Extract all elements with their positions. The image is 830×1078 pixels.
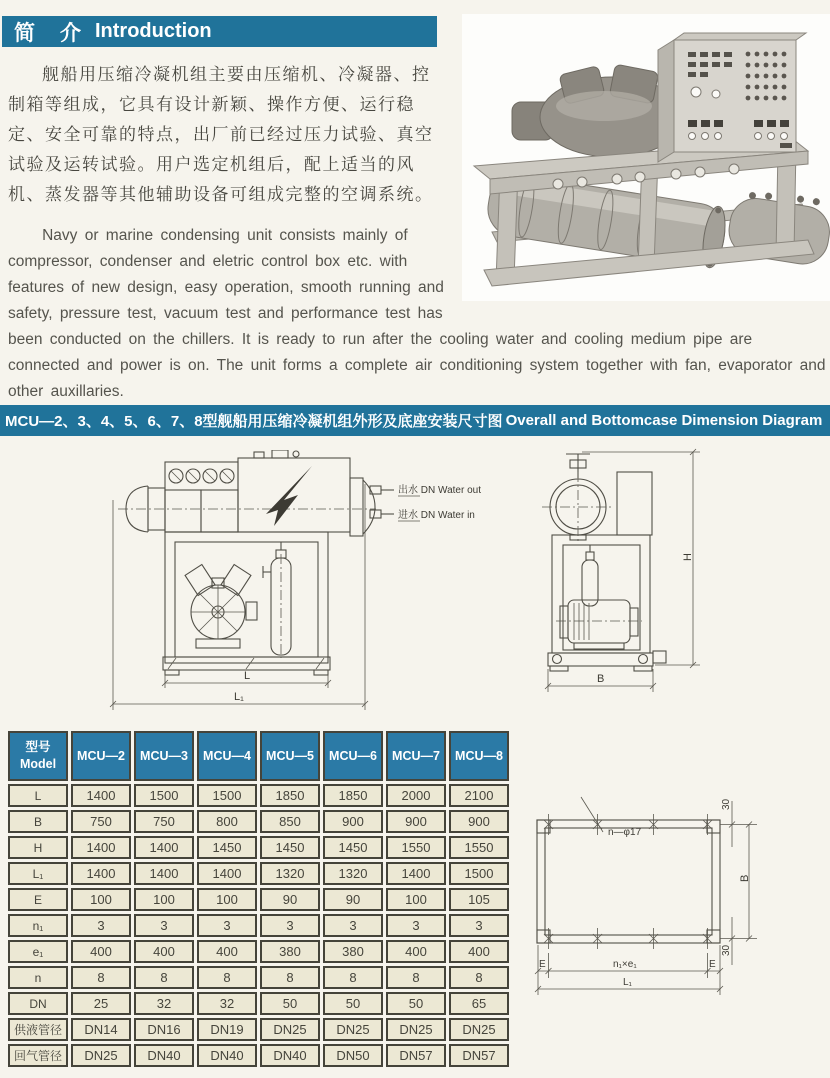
table-cell: 1400 (386, 862, 446, 885)
dim-H-label: H (682, 553, 694, 561)
table-row (8, 1018, 509, 1041)
dim-E-right-label: E (709, 959, 716, 970)
table-cell: DN25 (449, 1018, 509, 1041)
table-row-label: DN (8, 992, 68, 1015)
dim-E-left-label: E (539, 959, 546, 970)
table-header-model: MCU—3 (134, 731, 194, 781)
table-cell: 32 (197, 992, 257, 1015)
table-cell: 400 (197, 940, 257, 963)
table-cell: 8 (449, 966, 509, 989)
table-cell: 8 (260, 966, 320, 989)
table-row-label: B (8, 810, 68, 833)
table-cell: DN16 (134, 1018, 194, 1041)
table-row-label: E (8, 888, 68, 911)
table-cell: 2000 (386, 784, 446, 807)
table-cell: 50 (323, 992, 383, 1015)
dimension-section-header (0, 405, 830, 436)
table-cell: 8 (323, 966, 383, 989)
dimension-title-en: Overall and Bottomcase Dimension Diagram (505, 412, 823, 429)
table-cell: DN25 (71, 1044, 131, 1067)
table-cell: DN57 (386, 1044, 446, 1067)
table-cell: DN25 (260, 1018, 320, 1041)
table-cell: DN50 (323, 1044, 383, 1067)
dimension-title-zh: MCU—2、3、4、5、6、7、8型舰船用压缩冷凝机组外形及底座安装尺寸图 (5, 413, 503, 430)
compressor-front-symbol (185, 564, 257, 648)
table-cell: 400 (71, 940, 131, 963)
table-cell: 90 (323, 888, 383, 911)
table-cell: DN40 (260, 1044, 320, 1067)
dim-span-label: n₁×e₁ (613, 959, 637, 970)
table-cell: 900 (386, 810, 446, 833)
base-plan-drawing (505, 795, 830, 1020)
table-cell: 900 (323, 810, 383, 833)
table-cell: 400 (449, 940, 509, 963)
table-cell: 850 (260, 810, 320, 833)
table-cell: DN57 (449, 1044, 509, 1067)
table-row (8, 836, 509, 859)
table-cell: 90 (260, 888, 320, 911)
table-row (8, 940, 509, 963)
dim-B-base-label: B (739, 874, 751, 882)
table-row (8, 1044, 509, 1067)
table-cell: 900 (449, 810, 509, 833)
table-cell: 2100 (449, 784, 509, 807)
table-cell: 1320 (260, 862, 320, 885)
photo-spacer (446, 56, 826, 306)
table-cell: 1550 (386, 836, 446, 859)
table-header-model: MCU—2 (71, 731, 131, 781)
table-row-label: L₁ (8, 862, 68, 885)
table-cell: 65 (449, 992, 509, 1015)
table-cell: 1450 (197, 836, 257, 859)
table-cell: 750 (134, 810, 194, 833)
table-cell: DN14 (71, 1018, 131, 1041)
table-header-model: MCU—6 (323, 731, 383, 781)
table-cell: 400 (386, 940, 446, 963)
table-cell: 105 (449, 888, 509, 911)
dim-L1-base-label: L₁ (623, 977, 632, 988)
table-row (8, 888, 509, 911)
table-row (8, 784, 509, 807)
table-cell: 750 (71, 810, 131, 833)
intro-text-block (8, 56, 826, 405)
table-row (8, 966, 509, 989)
table-cell: 8 (134, 966, 194, 989)
table-cell: 50 (386, 992, 446, 1015)
table-header-model: MCU—7 (386, 731, 446, 781)
dim-L-label: L (244, 670, 251, 682)
table-header-model: MCU—4 (197, 731, 257, 781)
table-cell: 380 (323, 940, 383, 963)
table-cell: 3 (71, 914, 131, 937)
table-cell: 3 (197, 914, 257, 937)
table-row-label: L (8, 784, 68, 807)
table-cell: DN19 (197, 1018, 257, 1041)
table-header-model: MCU—5 (260, 731, 320, 781)
table-cell: 32 (134, 992, 194, 1015)
table-row-label: n₁ (8, 914, 68, 937)
table-cell: DN25 (323, 1018, 383, 1041)
table-cell: 1400 (71, 862, 131, 885)
table-cell: 1400 (134, 836, 194, 859)
table-cell: 1400 (134, 862, 194, 885)
table-cell: DN40 (134, 1044, 194, 1067)
table-cell: 100 (134, 888, 194, 911)
dim-30-bottom-label: 30 (721, 944, 732, 956)
table-row-label: 供液管径 (8, 1018, 68, 1041)
table-cell: 3 (323, 914, 383, 937)
table-row-label: e₁ (8, 940, 68, 963)
compressor-side-symbol (556, 600, 642, 649)
table-cell: 3 (134, 914, 194, 937)
table-cell: 1500 (449, 862, 509, 885)
table-corner-model: 型号 Model (8, 731, 68, 781)
table-cell: 1550 (449, 836, 509, 859)
intro-section-header (2, 16, 437, 47)
table-cell: 1500 (134, 784, 194, 807)
water-out-label: 出水 DN Water out (398, 485, 481, 496)
table-cell: 1450 (323, 836, 383, 859)
table-cell: 100 (197, 888, 257, 911)
table-cell: 8 (71, 966, 131, 989)
side-view-drawing (512, 448, 712, 728)
table-row (8, 914, 509, 937)
table-cell: 1500 (197, 784, 257, 807)
table-cell: 3 (386, 914, 446, 937)
table-cell: 1400 (71, 836, 131, 859)
table-cell: 3 (260, 914, 320, 937)
table-cell: 380 (260, 940, 320, 963)
table-cell: 8 (197, 966, 257, 989)
dim-B-label: B (597, 673, 605, 685)
table-header-model: MCU—8 (449, 731, 509, 781)
receiver-tank-symbol (263, 542, 291, 658)
table-cell: 400 (134, 940, 194, 963)
table-cell: 8 (386, 966, 446, 989)
table-header-row (8, 731, 509, 781)
table-row-label: n (8, 966, 68, 989)
intro-paragraph-en: Navy or marine condensing unit consists mainly of compressor, condenser and eletric control box etc. with features of new design, easy operation, smooth running and safety, pressure test, vacuum test and performance test has been conducted on the chillers. It is ready to run after the cooling water and cooling medium pipe are connected and power is on. The unit forms a complete air conditioning system together with fan, evaporator and other auxillaries. (8, 227, 826, 400)
table-cell: 1320 (323, 862, 383, 885)
table-cell: DN25 (386, 1018, 446, 1041)
table-cell: 1450 (260, 836, 320, 859)
front-view-drawing (106, 450, 506, 720)
table-row (8, 810, 509, 833)
dim-L1-label: L₁ (234, 691, 244, 703)
table-cell: 1400 (197, 862, 257, 885)
water-in-label: 进水 DN Water in (398, 510, 475, 521)
table-cell: 1400 (71, 784, 131, 807)
table-row-label: H (8, 836, 68, 859)
intro-paragraph-zh: 舰船用压缩冷凝机组主要由压缩机、冷凝器、控制箱等组成，它具有设计新颖、操作方便、运行稳定、安全可靠的特点，出厂前已经过压力试验、真空试验及运转试验。用户选定机组后，配上适当的风机、蒸发器等其他辅助设备可组成完整的空调系统。 (8, 65, 434, 204)
table-cell: 3 (449, 914, 509, 937)
lightning-bolt-icon (266, 466, 312, 526)
intro-title-en: Introduction (95, 20, 212, 42)
table-cell: 1850 (323, 784, 383, 807)
table-cell: 25 (71, 992, 131, 1015)
table-row (8, 992, 509, 1015)
dimension-table (5, 728, 512, 1070)
hole-note-label: n—φ17 (608, 827, 642, 838)
intro-title-zh: 简 介 (14, 21, 83, 45)
table-cell: 100 (71, 888, 131, 911)
table-cell: 1850 (260, 784, 320, 807)
table-cell: 50 (260, 992, 320, 1015)
table-cell: DN40 (197, 1044, 257, 1067)
table-row-label: 回气管径 (8, 1044, 68, 1067)
table-row (8, 862, 509, 885)
dim-30-top-label: 30 (721, 798, 732, 810)
table-cell: 100 (386, 888, 446, 911)
table-cell: 800 (197, 810, 257, 833)
